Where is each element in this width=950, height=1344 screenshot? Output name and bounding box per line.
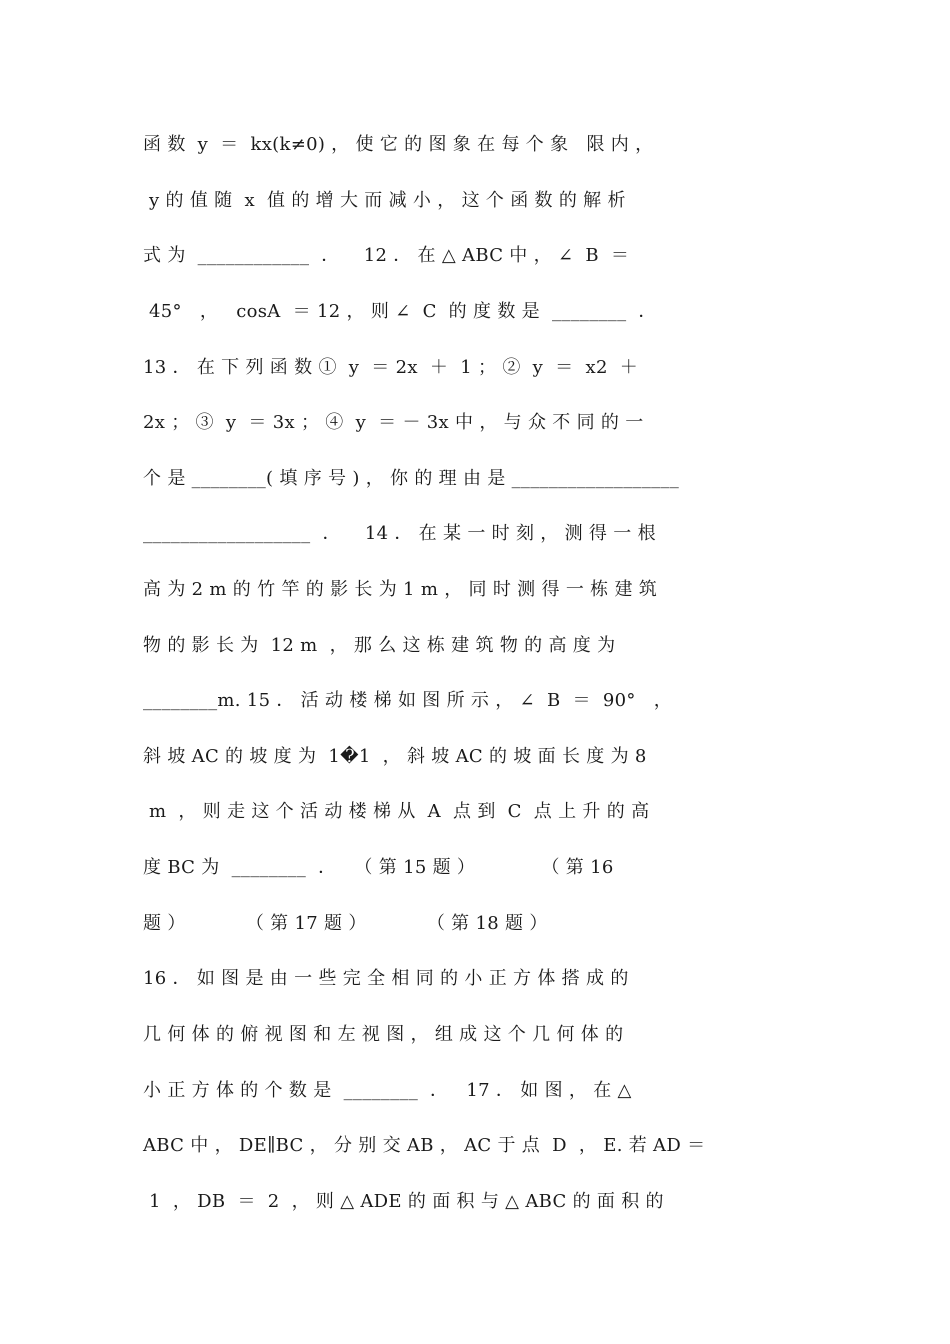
text-line: 物 的 影 长 为 12 m ， 那 么 这 栋 建 筑 物 的 高 度 为: [143, 635, 616, 656]
text-line: 45° ， cosA ＝ 12 ， 则 ∠ C 的 度 数 是 ________ ．: [143, 301, 657, 322]
text-line: ________m. 15 ． 活 动 楼 梯 如 图 所 示 ， ∠ B ＝ 90° ，: [143, 690, 673, 711]
text-line: 几 何 体 的 俯 视 图 和 左 视 图 ， 组 成 这 个 几 何 体 的: [143, 1024, 624, 1045]
text-line: y 的 值 随 x 值 的 增 大 而 减 小 ， 这 个 函 数 的 解 析: [143, 190, 626, 211]
text-line: 函 数 y ＝ kx(k≠0) ， 使 它 的 图 象 在 每 个 象 限 内 ，: [143, 134, 654, 155]
text-line: 斜 坡 AC 的 坡 度 为 1�1 ， 斜 坡 AC 的 坡 面 长 度 为 8: [143, 746, 647, 767]
text-line: 度 BC 为 ________ ． （ 第 15 题 ） （ 第 16: [143, 857, 614, 878]
text-line: 式 为 ____________ ． 12 ． 在 △ ABC 中 ， ∠ B ＝: [143, 245, 630, 266]
text-line: 1 ， DB ＝ 2 ， 则 △ ADE 的 面 积 与 △ ABC 的 面 积 的: [143, 1191, 664, 1212]
text-line: __________________ ． 14 ． 在 某 一 时 刻 ， 测 得 一 根: [143, 523, 656, 544]
text-line: m ， 则 走 这 个 活 动 楼 梯 从 A 点 到 C 点 上 升 的 高: [143, 801, 650, 822]
text-line: 16 ． 如 图 是 由 一 些 完 全 相 同 的 小 正 方 体 搭 成 的: [143, 968, 629, 989]
text-line: 个 是 ________( 填 序 号 ) ， 你 的 理 由 是 __________________: [143, 468, 680, 489]
text-line: 小 正 方 体 的 个 数 是 ________ ． 17 ． 如 图 ， 在 △: [143, 1080, 632, 1101]
text-line: 13 ． 在 下 列 函 数 ① y ＝ 2x ＋ 1 ； ② y ＝ x2 ＋: [143, 357, 639, 378]
text-line: ABC 中 ， DE∥BC ， 分 别 交 AB ， AC 于 点 D ， E. 若 AD ＝: [143, 1135, 706, 1156]
text-line: 题 ） （ 第 17 题 ） （ 第 18 题 ）: [143, 913, 548, 934]
text-line: 高 为 2 m 的 竹 竿 的 影 长 为 1 m ， 同 时 测 得 一 栋 建 筑: [143, 579, 658, 600]
text-line: 2x ； ③ y ＝ 3x ； ④ y ＝ － 3x 中 ， 与 众 不 同 的 一: [143, 412, 644, 433]
